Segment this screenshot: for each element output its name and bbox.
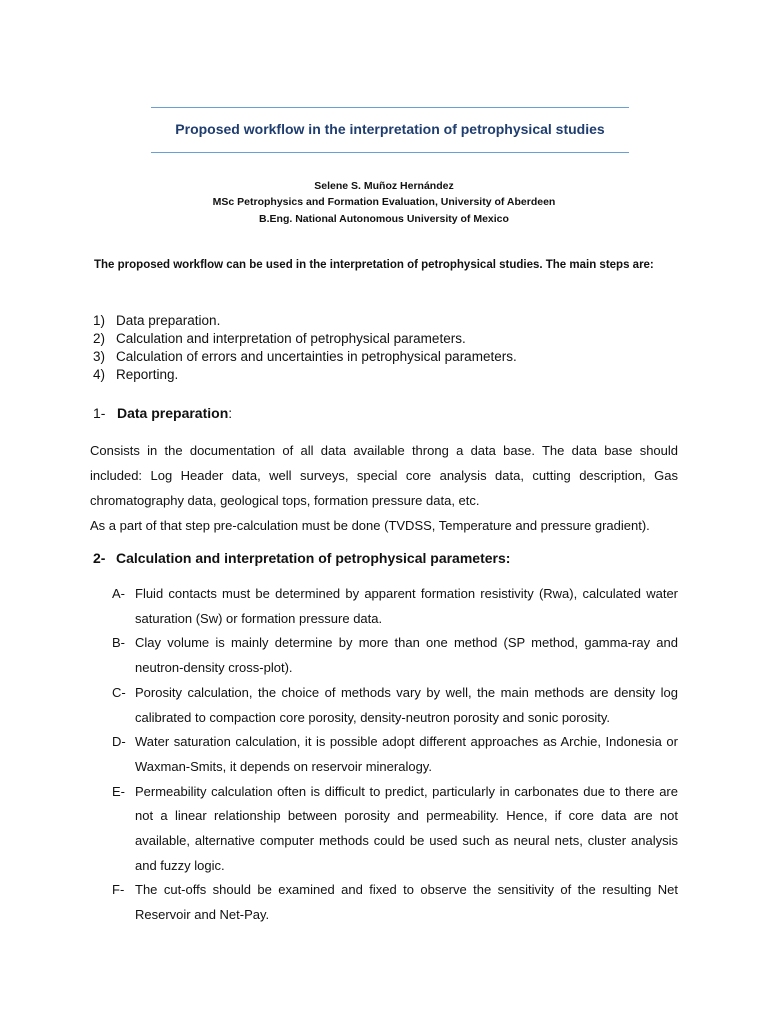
list-item bbox=[112, 780, 678, 879]
item-text: Clay volume is mainly determine by more than one method (SP method, gamma-ray and neutron-density cross-plot). bbox=[135, 635, 678, 676]
step-text: Calculation and interpretation of petrophysical parameters. bbox=[116, 331, 466, 346]
section-1-body bbox=[90, 438, 678, 538]
item-text: Porosity calculation, the choice of methods vary by well, the main methods are density log calibrated to compaction core porosity, density-neutron porosity and sonic porosity. bbox=[135, 684, 678, 725]
item-label: F- bbox=[112, 882, 125, 898]
intro-paragraph: The proposed workflow can be used in the interpretation of petrophysical studies. The main steps are: bbox=[94, 259, 654, 271]
item-label: D- bbox=[112, 734, 126, 750]
section-1-colon: : bbox=[228, 405, 233, 421]
step-number: 1) bbox=[93, 313, 106, 328]
item-label: C- bbox=[112, 684, 126, 700]
item-label: B- bbox=[112, 635, 125, 651]
item-text: Fluid contacts must be determined by apparent formation resistivity (Rwa), calculated water saturation (Sw) or formation pressure data. bbox=[135, 586, 678, 626]
section-1-paragraph-2: As a part of that step pre-calculation must be done (TVDSS, Temperature and pressure gradient). bbox=[90, 518, 650, 533]
title-top-rule bbox=[151, 107, 629, 108]
section-2-number: 2- bbox=[93, 550, 106, 566]
item-text: The cut-offs should be examined and fixed to observe the sensitivity of the resulting Net Reservoir and Net-Pay. bbox=[135, 882, 678, 923]
list-item bbox=[93, 312, 517, 330]
section-2-title: Calculation and interpretation of petrophysical parameters: bbox=[116, 550, 511, 566]
item-text: Water saturation calculation, it is possible adopt different approaches as Archie, Indonesia or Waxman-Smits, it depends on reservoir mineralogy. bbox=[135, 734, 678, 774]
section-2-items-list bbox=[112, 582, 678, 928]
list-item bbox=[112, 631, 678, 680]
section-1-number: 1- bbox=[93, 405, 106, 421]
list-item bbox=[112, 878, 678, 927]
item-label: E- bbox=[112, 783, 125, 799]
author-affiliation-beng: B.Eng. National Autonomous University of Mexico bbox=[259, 213, 509, 225]
step-text: Reporting. bbox=[116, 367, 179, 382]
step-number: 4) bbox=[93, 367, 106, 382]
section-1-title: Data preparation bbox=[117, 405, 229, 421]
list-item bbox=[93, 366, 517, 384]
item-label: A- bbox=[112, 586, 125, 601]
author-name: Selene S. Muñoz Hernández bbox=[314, 180, 454, 192]
step-text: Calculation of errors and uncertainties in petrophysical parameters. bbox=[116, 349, 517, 364]
list-item bbox=[93, 330, 517, 348]
item-text: Permeability calculation often is difficult to predict, particularly in carbonates due to there are not a linear relationship between porosity and permeability. Hence, if core data are not available, alternative computer methods could be used such as neural nets, cluster analysis and fuzzy logic. bbox=[135, 783, 678, 873]
section-2-heading bbox=[93, 550, 510, 566]
list-item bbox=[112, 730, 678, 779]
document-title: Proposed workflow in the interpretation of petrophysical studies bbox=[175, 121, 605, 137]
main-steps-list bbox=[93, 312, 517, 384]
section-1-heading bbox=[93, 405, 232, 421]
step-number: 2) bbox=[93, 331, 106, 346]
author-affiliation-msc: MSc Petrophysics and Formation Evaluation, University of Aberdeen bbox=[212, 196, 556, 208]
step-number: 3) bbox=[93, 349, 106, 364]
title-bottom-rule bbox=[151, 152, 629, 153]
section-1-paragraph-1: Consists in the documentation of all data available throng a data base. The data base should included: Log Header data, well surveys, special core analysis data, cutting description, Gas chromatography data, geological tops, formation pressure data, etc. bbox=[90, 443, 678, 508]
list-item bbox=[112, 681, 678, 730]
list-item bbox=[93, 348, 517, 366]
step-text: Data preparation. bbox=[116, 313, 221, 328]
list-item bbox=[112, 582, 678, 631]
